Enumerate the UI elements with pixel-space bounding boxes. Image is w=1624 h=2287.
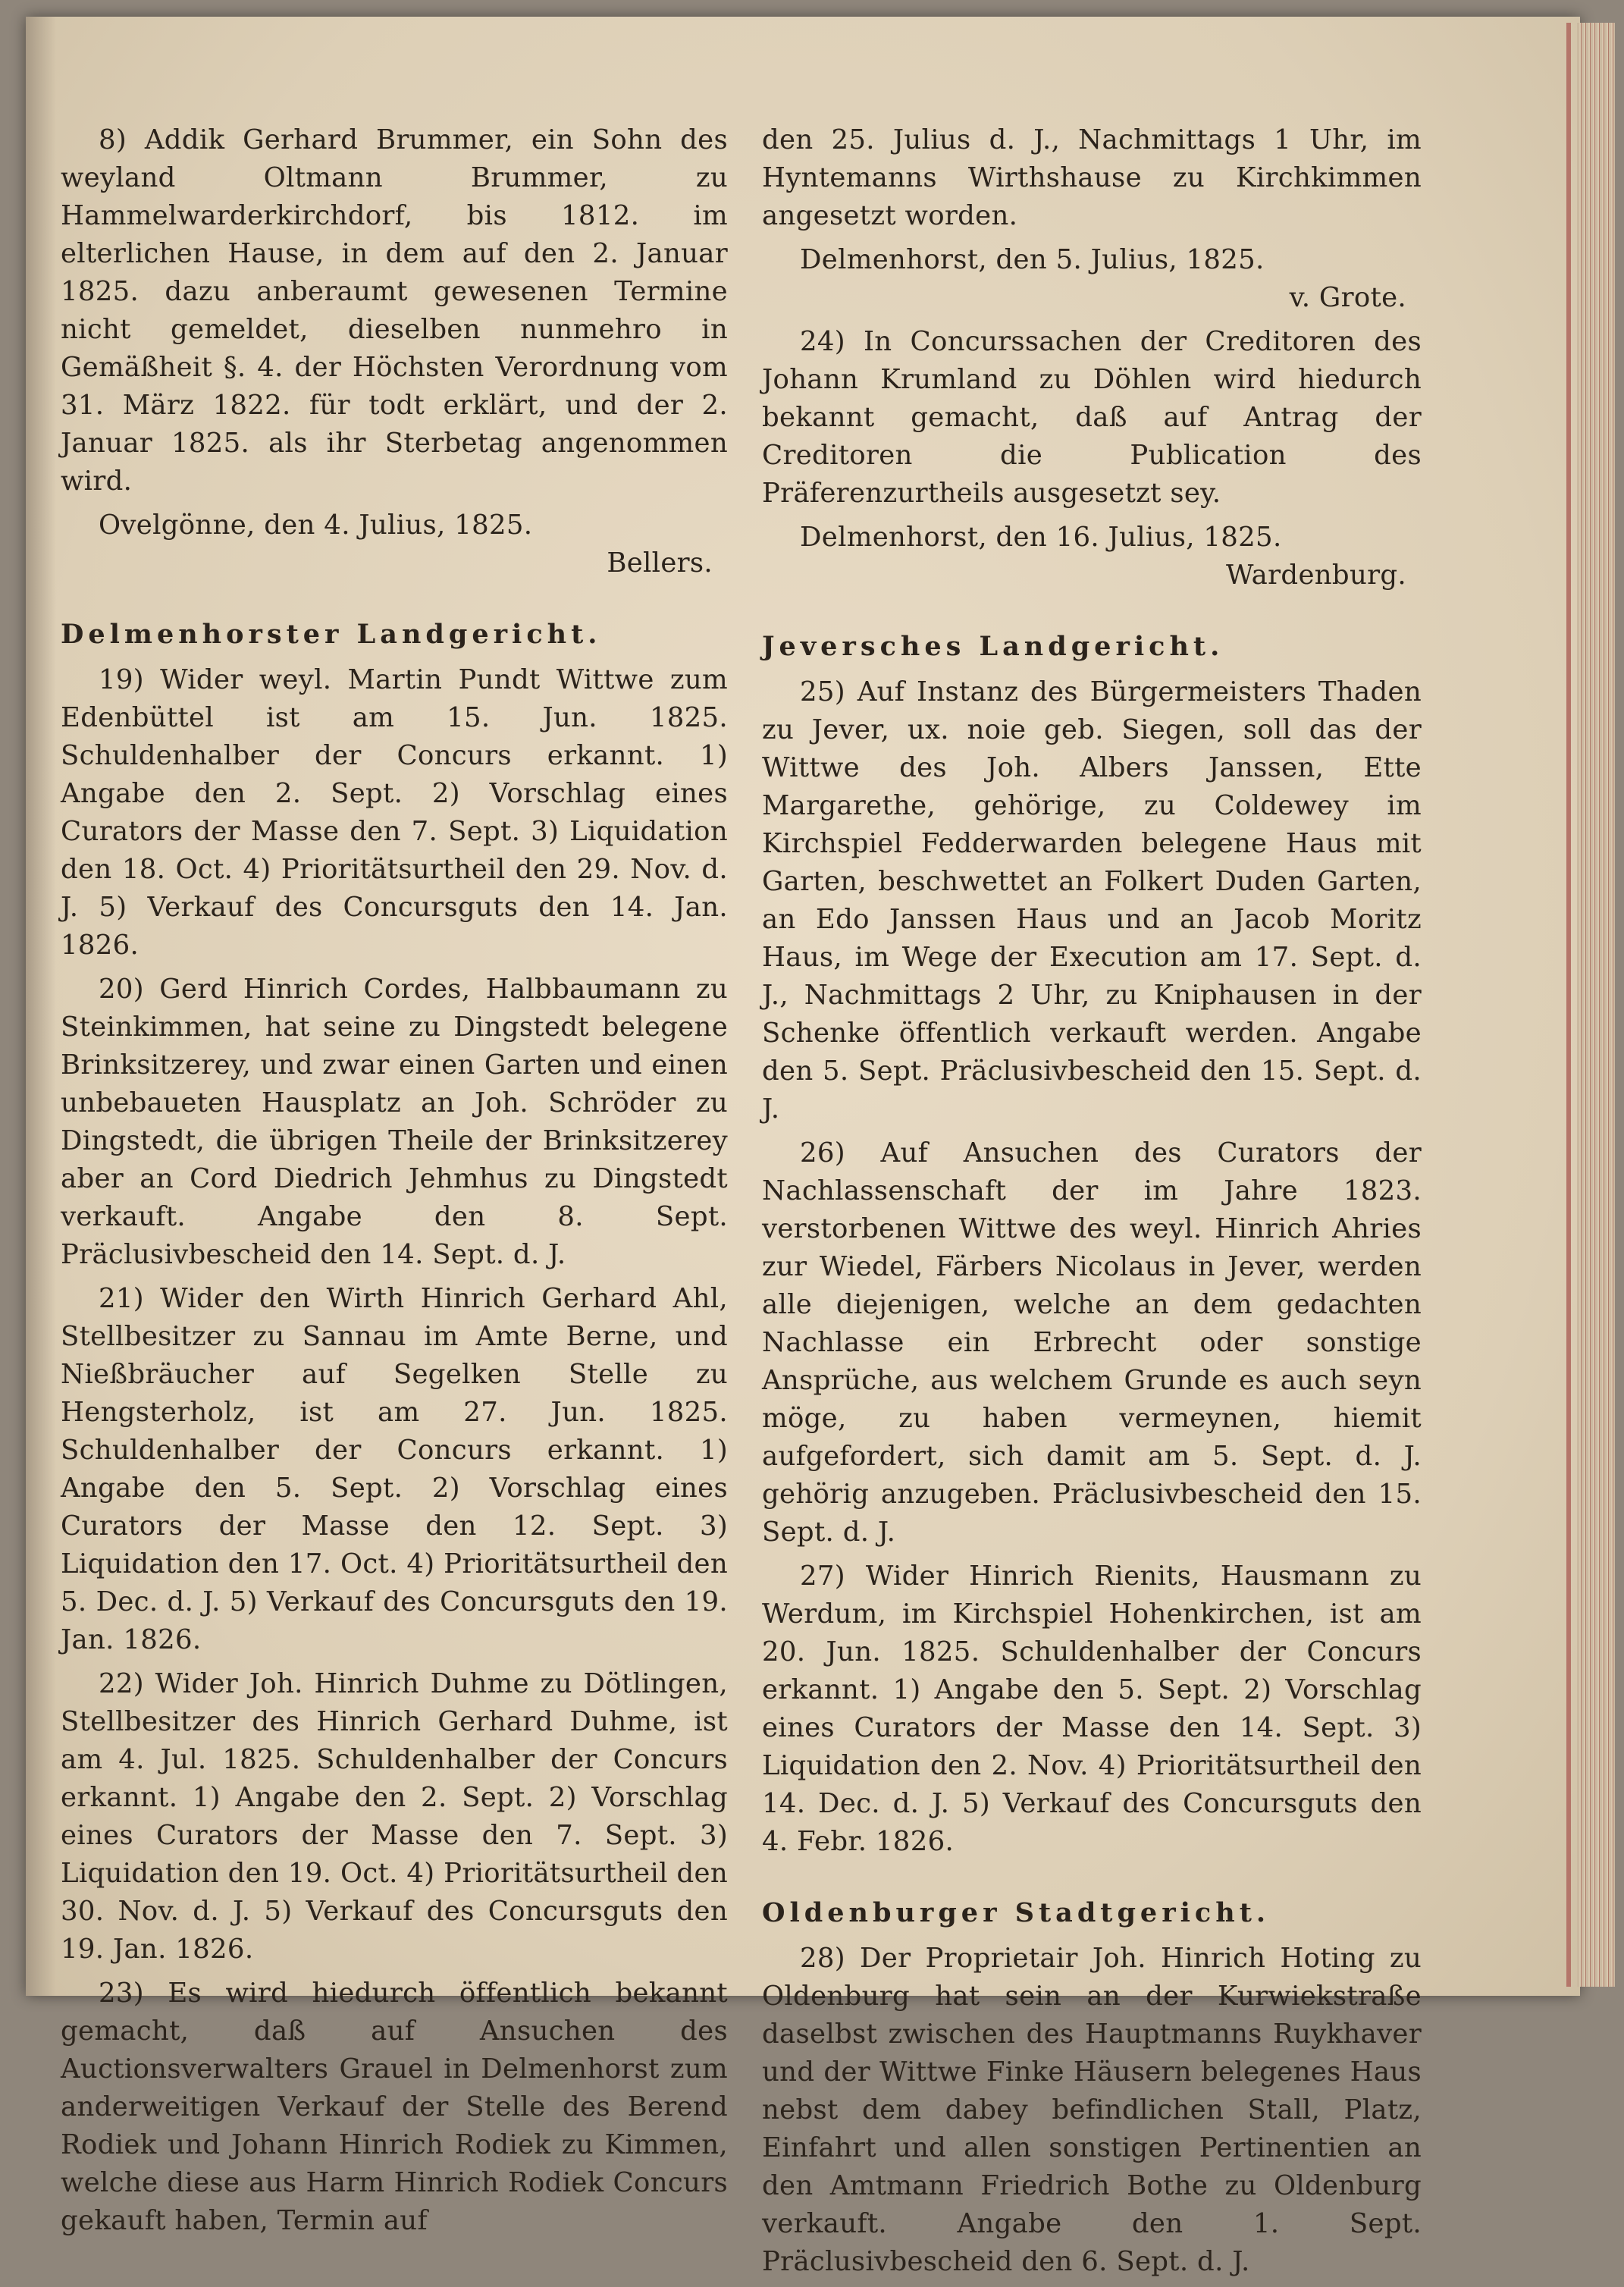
notice-24-signature: Wardenburg. — [1225, 560, 1406, 591]
notice-24-place: Delmenhorst, den 16. Julius, 1825. — [800, 522, 1282, 553]
notice-23: 23) Es wird hiedurch öffentlich bekannt gemacht, daß auf Ansuchen des Auctionsverwalters Grauel in Delmenhorst zum anderweitigen Verkauf der Stelle des Berend Rodiek und Johann Hinrich Rodiek zu Kimmen, welche diese aus Harm Hinrich Rodiek Concurs gekauft haben, Termin auf — [61, 1978, 728, 2236]
left-column — [61, 121, 728, 2246]
notice-8-place: Ovelgönne, den 4. Julius, 1825. — [99, 510, 533, 541]
section-heading-oldenburg: Oldenburger Stadtgericht. — [762, 1897, 1271, 1928]
right-column — [762, 121, 1422, 2287]
notice-23-signature: v. Grote. — [1289, 282, 1406, 313]
notice-8: 8) Addik Gerhard Brummer, ein Sohn des weyland Oltmann Brummer, zu Hammelwarderkirchdorf, bis 1812. im elterlichen Hause, in dem auf den 2. Januar 1825. dazu anberaumt gewesenen Termine nicht gemeldet, dieselben nunmehro in Gemäßheit §. 4. der Höchsten Verordnung vom 31. März 1822. für todt erklärt, und der 2. Januar 1825. als ihr Sterbetag angenommen wird. — [61, 124, 728, 497]
notice-23-place: Delmenhorst, den 5. Julius, 1825. — [800, 244, 1265, 275]
notice-25: 25) Auf Instanz des Bürgermeisters Thaden zu Jever, ux. noie geb. Siegen, soll das der Wittwe des Joh. Albers Janssen, Ette Margarethe, gehörige, zu Coldewey im Kirchspiel Fedderwarden belegene Haus mit Garten, beschwettet an Folkert Duden Garten, an Edo Janssen Haus und an Jacob Moritz Haus, im Wege der Execution am 17. Sept. d. J., Nachmittags 2 Uhr, zu Kniphausen in der Schenke öffentlich verkauft werden. Angabe den 5. Sept. Präclusivbescheid den 15. Sept. d. J. — [762, 676, 1422, 1125]
notice-21: 21) Wider den Wirth Hinrich Gerhard Ahl, Stellbesitzer zu Sannau im Amte Berne, und Nießbräucher auf Segelken Stelle zu Hengsterholz, ist am 27. Jun. 1825. Schuldenhalber der Concurs erkannt. 1) Angabe den 5. Sept. 2) Vorschlag eines Curators der Masse den 12. Sept. 3) Liquidation den 17. Oct. 4) Prioritätsurtheil den 5. Dec. d. J. 5) Verkauf des Concursguts den 19. Jan. 1826. — [61, 1283, 728, 1655]
section-heading-jever: Jeversches Landgericht. — [762, 631, 1224, 662]
notice-26: 26) Auf Ansuchen des Curators der Nachlassenschaft der im Jahre 1823. verstorbenen Wittwe des weyl. Hinrich Ahries zur Wiedel, Färbers Nicolaus in Jever, werden alle diejenigen, welche an dem gedachten Nachlasse ein Erbrecht oder sonstige Ansprüche, aus welchem Grunde es auch seyn möge, zu haben vermeynen, hiemit aufgefordert, sich damit am 5. Sept. d. J. gehörig anzugeben. Präclusivbescheid den 15. Sept. d. J. — [762, 1137, 1422, 1548]
notice-20: 20) Gerd Hinrich Cordes, Halbbaumann zu Steinkimmen, hat seine zu Dingstedt belegene Brinksitzerey, und zwar einen Garten und einen unbebaueten Hausplatz an Joh. Schröder zu Dingstedt, die übrigen Theile der Brinksitzerey aber an Cord Diedrich Jehmhus zu Dingstedt verkauft. Angabe den 8. Sept. Präclusivbescheid den 14. Sept. d. J. — [61, 974, 728, 1270]
page-stack-edges — [1577, 23, 1615, 1987]
notice-24: 24) In Concurssachen der Creditoren des Johann Krumland zu Döhlen wird hiedurch bekannt gemacht, daß auf Antrag der Creditoren die Publication des Präferenzurtheils ausgesetzt sey. — [762, 326, 1422, 509]
notice-23-continued: den 25. Julius d. J., Nachmittags 1 Uhr, im Hyntemanns Wirthshause zu Kirchkimmen angesetzt worden. — [762, 124, 1422, 231]
notice-22: 22) Wider Joh. Hinrich Duhme zu Dötlingen, Stellbesitzer des Hinrich Gerhard Duhme, ist am 4. Jul. 1825. Schuldenhalber der Concurs erkannt. 1) Angabe den 2. Sept. 2) Vorschlag eines Curators der Masse den 7. Sept. 3) Liquidation den 19. Oct. 4) Prioritätsurtheil den 30. Nov. d. J. 5) Verkauf des Concursguts den 19. Jan. 1826. — [61, 1668, 728, 1965]
notice-27: 27) Wider Hinrich Rienits, Hausmann zu Werdum, im Kirchspiel Hohenkirchen, ist am 20. Jun. 1825. Schuldenhalber der Concurs erkannt. 1) Angabe den 5. Sept. 2) Vorschlag eines Curators der Masse den 14. Sept. 3) Liquidation den 2. Nov. 4) Prioritätsurtheil den 14. Dec. d. J. 5) Verkauf des Concursguts den 4. Febr. 1826. — [762, 1561, 1422, 1857]
notice-8-signature: Bellers. — [607, 547, 713, 579]
page-gutter-shadow — [26, 17, 56, 1996]
page-edge-redline — [1566, 23, 1571, 1987]
notice-19: 19) Wider weyl. Martin Pundt Wittwe zum Edenbüttel ist am 15. Jun. 1825. Schuldenhalber der Concurs erkannt. 1) Angabe den 2. Sept. 2) Vorschlag eines Curators der Masse den 7. Sept. 3) Liquidation den 18. Oct. 4) Prioritätsurtheil den 29. Nov. d. J. 5) Verkauf des Concursguts den 14. Jan. 1826. — [61, 664, 728, 961]
section-heading-delmenhorst: Delmenhorster Landgericht. — [61, 619, 602, 650]
notice-28: 28) Der Proprietair Joh. Hinrich Hoting zu Oldenburg hat sein an der Kurwiekstraße daselbst zwischen des Hauptmanns Ruykhaver und der Wittwe Finke Häusern belegenes Haus nebst dem dabey befindlichen Stall, Platz, Einfahrt und allen sonstigen Pertinentien an den Amtmann Friedrich Bothe zu Oldenburg verkauft. Angabe den 1. Sept. Präclusivbescheid den 6. Sept. d. J. — [762, 1943, 1422, 2277]
